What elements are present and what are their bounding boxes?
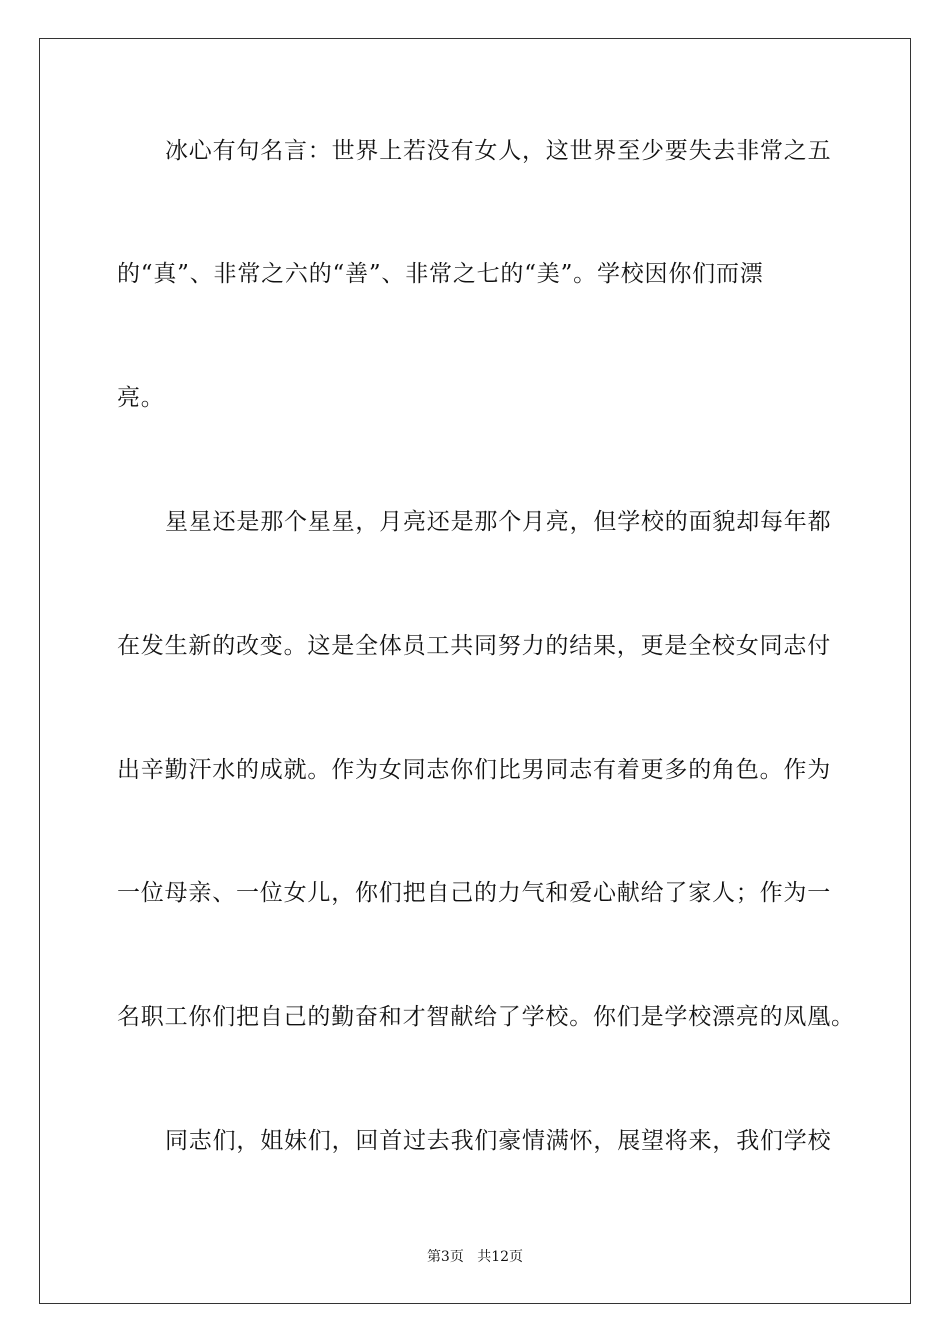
page-frame — [39, 38, 911, 1304]
paragraph-line: 出辛勤汗水的成就。作为女同志你们比男同志有着更多的角色。作为 — [117, 757, 831, 783]
paragraph-line: 星星还是那个星星，月亮还是那个月亮，但学校的面貌却每年都 — [165, 509, 832, 535]
page-number: 第3页 — [426, 1249, 464, 1265]
paragraph-line: 冰心有句名言：世界上若没有女人，这世界至少要失去非常之五 — [165, 138, 832, 164]
paragraph-line: 同志们，姐妹们，回首过去我们豪情满怀，展望将来，我们学校 — [165, 1128, 832, 1154]
paragraph-line: 一位母亲、一位女儿，你们把自己的力气和爱心献给了家人；作为一 — [117, 880, 831, 906]
page-total: 共12页 — [477, 1249, 524, 1265]
paragraph-line: 在发生新的改变。这是全体员工共同努力的结果，更是全校女同志付 — [117, 633, 831, 659]
page-footer — [0, 1247, 950, 1267]
paragraph-line: 名职工你们把自己的勤奋和才智献给了学校。你们是学校漂亮的凤凰。 — [117, 1004, 855, 1030]
paragraph-line: 亮。 — [117, 385, 165, 411]
paragraph-line: 的“真”、非常之六的“善”、非常之七的“美”。学校因你们而漂 — [117, 261, 764, 287]
